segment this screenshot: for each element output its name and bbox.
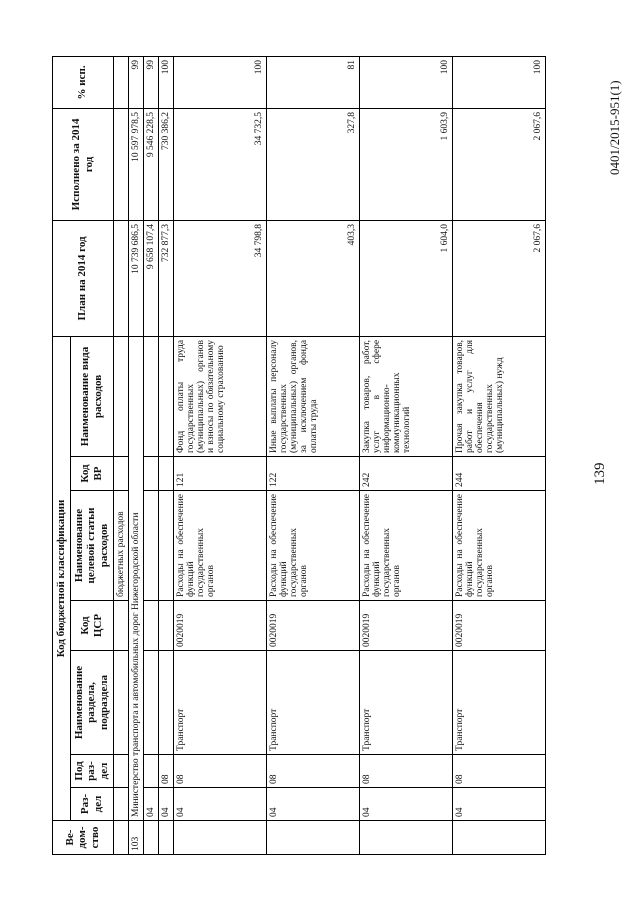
row-pct: 100 bbox=[173, 56, 266, 108]
row-csr: 0020019 bbox=[452, 601, 545, 651]
subsection-fact: 730 386,2 bbox=[158, 108, 173, 220]
row-csr-name: Расходы на обеспечение функций государственных органов bbox=[173, 491, 266, 601]
row-csr-name: Расходы на обеспечение функций государственных органов bbox=[359, 491, 452, 601]
ministry-pct: 99 bbox=[128, 56, 143, 108]
header-razdel-name: Наименование раздела, подраздела bbox=[70, 651, 113, 755]
row-razdel: 04 bbox=[452, 788, 545, 821]
row-pct: 81 bbox=[266, 56, 359, 108]
row-vr: 244 bbox=[452, 457, 545, 491]
ministry-dept: 103 bbox=[128, 821, 143, 855]
section-fact: 9 546 228,5 bbox=[143, 108, 158, 220]
table-row bbox=[266, 56, 359, 854]
carryover-row bbox=[113, 56, 128, 854]
header-vr: Код ВР bbox=[70, 457, 113, 491]
row-vr-name: Прочая закупка товаров, работ и услуг для обеспечения государственных (муниципальных) нужд bbox=[452, 336, 545, 456]
row-plan: 403,3 bbox=[266, 220, 359, 336]
row-fact: 327,8 bbox=[266, 108, 359, 220]
header-dept: Ве- дом- ство bbox=[53, 821, 114, 855]
row-vr: 242 bbox=[359, 457, 452, 491]
subsection-razdel: 04 bbox=[158, 788, 173, 821]
subsection-plan: 732 877,3 bbox=[158, 220, 173, 336]
budget-table bbox=[52, 56, 546, 855]
row-razdel-name: Транспорт bbox=[173, 651, 266, 755]
row-fact: 1 603,9 bbox=[359, 108, 452, 220]
section-row bbox=[143, 56, 158, 854]
ministry-row bbox=[128, 56, 143, 854]
carryover-text: бюджетных расходов bbox=[113, 491, 128, 601]
ministry-name: Министерство транспорта и автомобильных дорог Нижегородской области bbox=[128, 336, 143, 820]
row-vr: 121 bbox=[173, 457, 266, 491]
table-row bbox=[173, 56, 266, 854]
row-vr: 122 bbox=[266, 457, 359, 491]
row-plan: 34 798,8 bbox=[173, 220, 266, 336]
row-razdel: 04 bbox=[266, 788, 359, 821]
row-vr-name: Закупка товаров, работ, услуг в сфере информационно-коммуникационных технологий bbox=[359, 336, 452, 456]
table-row bbox=[452, 56, 545, 854]
row-csr: 0020019 bbox=[359, 601, 452, 651]
row-razdel-name: Транспорт bbox=[452, 651, 545, 755]
header-csr: Код ЦСР bbox=[70, 601, 113, 651]
header-vr-name: Наименование вида расходов bbox=[70, 336, 113, 456]
row-plan: 1 604,0 bbox=[359, 220, 452, 336]
ministry-plan: 10 739 686,5 bbox=[128, 220, 143, 336]
header-classification-group: Код бюджетной классификации bbox=[53, 336, 71, 820]
row-fact: 34 732,5 bbox=[173, 108, 266, 220]
header-csr-name: Наименование целевой статьи расходов bbox=[70, 491, 113, 601]
section-razdel: 04 bbox=[143, 788, 158, 821]
ministry-fact: 10 597 978,5 bbox=[128, 108, 143, 220]
row-razdel-name: Транспорт bbox=[359, 651, 452, 755]
row-razdel: 04 bbox=[173, 788, 266, 821]
subsection-podrazdel: 08 bbox=[158, 755, 173, 788]
header-pct: % исп. bbox=[53, 56, 114, 108]
row-razdel: 04 bbox=[359, 788, 452, 821]
section-plan: 9 658 107,4 bbox=[143, 220, 158, 336]
subsection-pct: 100 bbox=[158, 56, 173, 108]
header-fact: Исполнено за 2014 год bbox=[53, 108, 114, 220]
header-plan: План на 2014 год bbox=[53, 220, 114, 336]
table-row bbox=[359, 56, 452, 854]
header-row-group bbox=[53, 56, 71, 854]
row-csr-name: Расходы на обеспечение функций государственных органов bbox=[452, 491, 545, 601]
header-razdel: Раз- дел bbox=[70, 788, 113, 821]
document-code: 0401/2015-951(1) bbox=[607, 80, 622, 175]
section-pct: 99 bbox=[143, 56, 158, 108]
row-podrazdel: 08 bbox=[266, 755, 359, 788]
row-fact: 2 067,6 bbox=[452, 108, 545, 220]
row-csr: 0020019 bbox=[266, 601, 359, 651]
row-csr-name: Расходы на обеспечение функций государственных органов bbox=[266, 491, 359, 601]
row-plan: 2 067,6 bbox=[452, 220, 545, 336]
row-csr: 0020019 bbox=[173, 601, 266, 651]
row-razdel-name: Транспорт bbox=[266, 651, 359, 755]
subsection-row bbox=[158, 56, 173, 854]
row-podrazdel: 08 bbox=[452, 755, 545, 788]
header-podrazdel: Под раз- дел bbox=[70, 755, 113, 788]
row-pct: 100 bbox=[359, 56, 452, 108]
row-podrazdel: 08 bbox=[173, 755, 266, 788]
page-number: 139 bbox=[592, 462, 608, 485]
row-podrazdel: 08 bbox=[359, 755, 452, 788]
row-pct: 100 bbox=[452, 56, 545, 108]
row-vr-name: Фонд оплаты труда государственных (муниципальных) органов и взносы по обязательному социальному страхованию bbox=[173, 336, 266, 456]
row-vr-name: Иные выплаты персоналу государственных (муниципальных) органов, за исключением фонда оплаты труда bbox=[266, 336, 359, 456]
